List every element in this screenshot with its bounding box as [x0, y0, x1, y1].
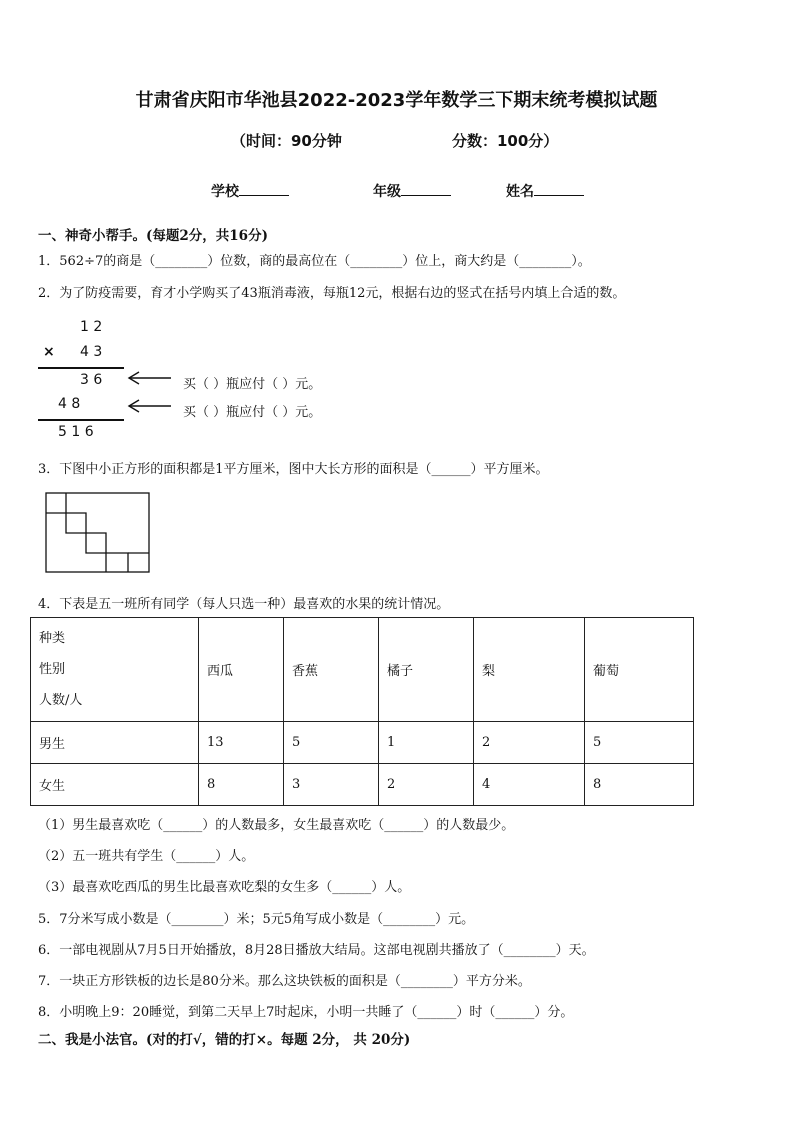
name-label: 姓名: [506, 184, 534, 200]
table-header-row: [31, 618, 694, 722]
calc-note-1: 买（ ）瓶应付（ ）元。: [183, 377, 322, 392]
question-4-1: （1）男生最喜欢吃（______）的人数最多，女生最喜欢吃（______）的人数最少。: [38, 818, 515, 833]
question-3: 3．下图中小正方形的面积都是1平方厘米，图中大长方形的面积是（______）平方厘米。: [38, 462, 549, 477]
grade-field[interactable]: [373, 181, 451, 201]
calc-row-2: 4 3: [80, 344, 103, 360]
fruit-header: 橘子: [379, 618, 474, 722]
name-field[interactable]: [506, 181, 584, 201]
table-row: [31, 722, 694, 764]
header-line-category: 种类: [39, 631, 66, 646]
calc-row-4: 4 8: [58, 396, 81, 412]
question-4-3: （3）最喜欢吃西瓜的男生比最喜欢吃梨的女生多（______）人。: [38, 880, 411, 895]
page-title: 甘肃省庆阳市华池县2022-2023学年数学三下期末统考模拟试题: [135, 90, 658, 111]
question-8: 8．小明晚上9：20睡觉，到第二天早上7时起床，小明一共睡了（______）时（______）分。: [38, 1005, 574, 1020]
row-label: 男生: [31, 722, 199, 764]
table-cell: 1: [379, 722, 474, 764]
fruit-header: 葡萄: [585, 618, 694, 722]
time-label: （时间：90分钟: [231, 132, 342, 150]
section-2-heading: 二、我是小法官。(对的打√，错的打×。每题 2分， 共 20分): [38, 1032, 411, 1048]
fruit-header: 香蕉: [284, 618, 379, 722]
calc-row-5: 5 1 6: [58, 424, 94, 440]
calc-row-3: 3 6: [80, 372, 103, 388]
calc-row-1: 1 2: [80, 319, 103, 335]
header-line-gender: 性别: [39, 662, 66, 677]
table-corner-cell: [31, 618, 199, 722]
table-cell: 3: [284, 764, 379, 806]
arrow-left-icon: [127, 370, 173, 390]
question-6: 6．一部电视剧从7月5日开始播放，8月28日播放大结局。这部电视剧共播放了（________）天。: [38, 943, 595, 958]
table-cell: 8: [199, 764, 284, 806]
grade-label: 年级: [373, 184, 401, 200]
score-label: 分数：100分）: [452, 132, 559, 150]
table-cell: 4: [474, 764, 585, 806]
arrow-left-icon: [127, 398, 173, 418]
table-cell: 13: [199, 722, 284, 764]
table-cell: 5: [585, 722, 694, 764]
question-1: 1．562÷7的商是（________）位数，商的最高位在（________）位上，商大约是（________）。: [38, 254, 591, 269]
fruit-header: 梨: [474, 618, 585, 722]
table-cell: 2: [379, 764, 474, 806]
question-4: 4．下表是五一班所有同学（每人只选一种）最喜欢的水果的统计情况。: [38, 597, 450, 612]
times-sign: ×: [43, 344, 55, 360]
calc-note-2: 买（ ）瓶应付（ ）元。: [183, 405, 322, 420]
question-4-2: （2）五一班共有学生（______）人。: [38, 849, 255, 864]
header-line-count: 人数/人: [39, 693, 83, 708]
school-label: 学校: [211, 184, 239, 200]
question-5: 5．7分米写成小数是（________）米；5元5角写成小数是（________）元。: [38, 912, 475, 927]
calc-rule-1: [38, 367, 124, 369]
fruit-header: 西瓜: [199, 618, 284, 722]
calc-rule-2: [38, 419, 124, 421]
school-field[interactable]: [211, 181, 289, 201]
table-cell: 2: [474, 722, 585, 764]
table-cell: 5: [284, 722, 379, 764]
table-cell: 8: [585, 764, 694, 806]
fruit-table: [30, 617, 694, 806]
table-row: [31, 764, 694, 806]
row-label: 女生: [31, 764, 199, 806]
question-2: 2．为了防疫需要，育才小学购买了43瓶消毒液，每瓶12元，根据右边的竖式在括号内填上合适的数。: [38, 286, 626, 301]
section-1-heading: 一、神奇小帮手。(每题2分，共16分): [38, 228, 268, 244]
rectangle-figure: [45, 492, 151, 574]
question-7: 7．一块正方形铁板的边长是80分米。那么这块铁板的面积是（________）平方分米。: [38, 974, 531, 989]
